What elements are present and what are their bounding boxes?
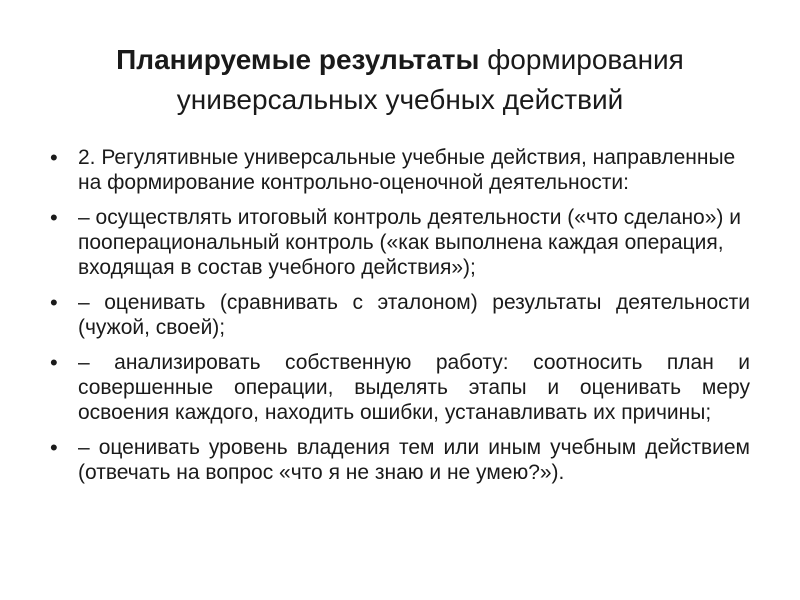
bullet-item <box>50 145 750 195</box>
bullet-icon: • <box>50 205 58 230</box>
bullet-text: – анализировать собственную работу: соотносить план и совершенные операции, выделять этапы и оценивать меру освоения каждого, находить ошибки, устанавливать их причины; <box>78 351 750 424</box>
bullet-text: – оценивать уровень владения тем или иным учебным действием (отвечать на вопрос «что я не знаю и не умею?»). <box>78 436 750 484</box>
bullet-icon: • <box>50 145 58 170</box>
bullet-text: – оценивать (сравнивать с эталоном) результаты деятельности (чужой, своей); <box>78 291 750 339</box>
bullet-text: – осуществлять итоговый контроль деятельности («что сделано») и пооперациональный контроль («как выполнена каждая операция, входящая в состав учебного действия»); <box>78 206 741 279</box>
title-line-2: универсальных учебных действий <box>176 84 624 115</box>
title-bold-part: Планируемые результаты <box>116 44 480 75</box>
slide-title <box>40 40 760 120</box>
bullet-list <box>50 145 750 495</box>
bullet-item <box>50 350 750 425</box>
title-normal-part: формирования <box>479 44 684 75</box>
bullet-icon: • <box>50 435 58 460</box>
bullet-icon: • <box>50 350 58 375</box>
bullet-icon: • <box>50 290 58 315</box>
bullet-item <box>50 435 750 485</box>
bullet-text: 2. Регулятивные универсальные учебные действия, направленные на формирование контрольно-оценочной деятельности: <box>78 146 736 194</box>
bullet-item <box>50 290 750 340</box>
bullet-item <box>50 205 750 280</box>
